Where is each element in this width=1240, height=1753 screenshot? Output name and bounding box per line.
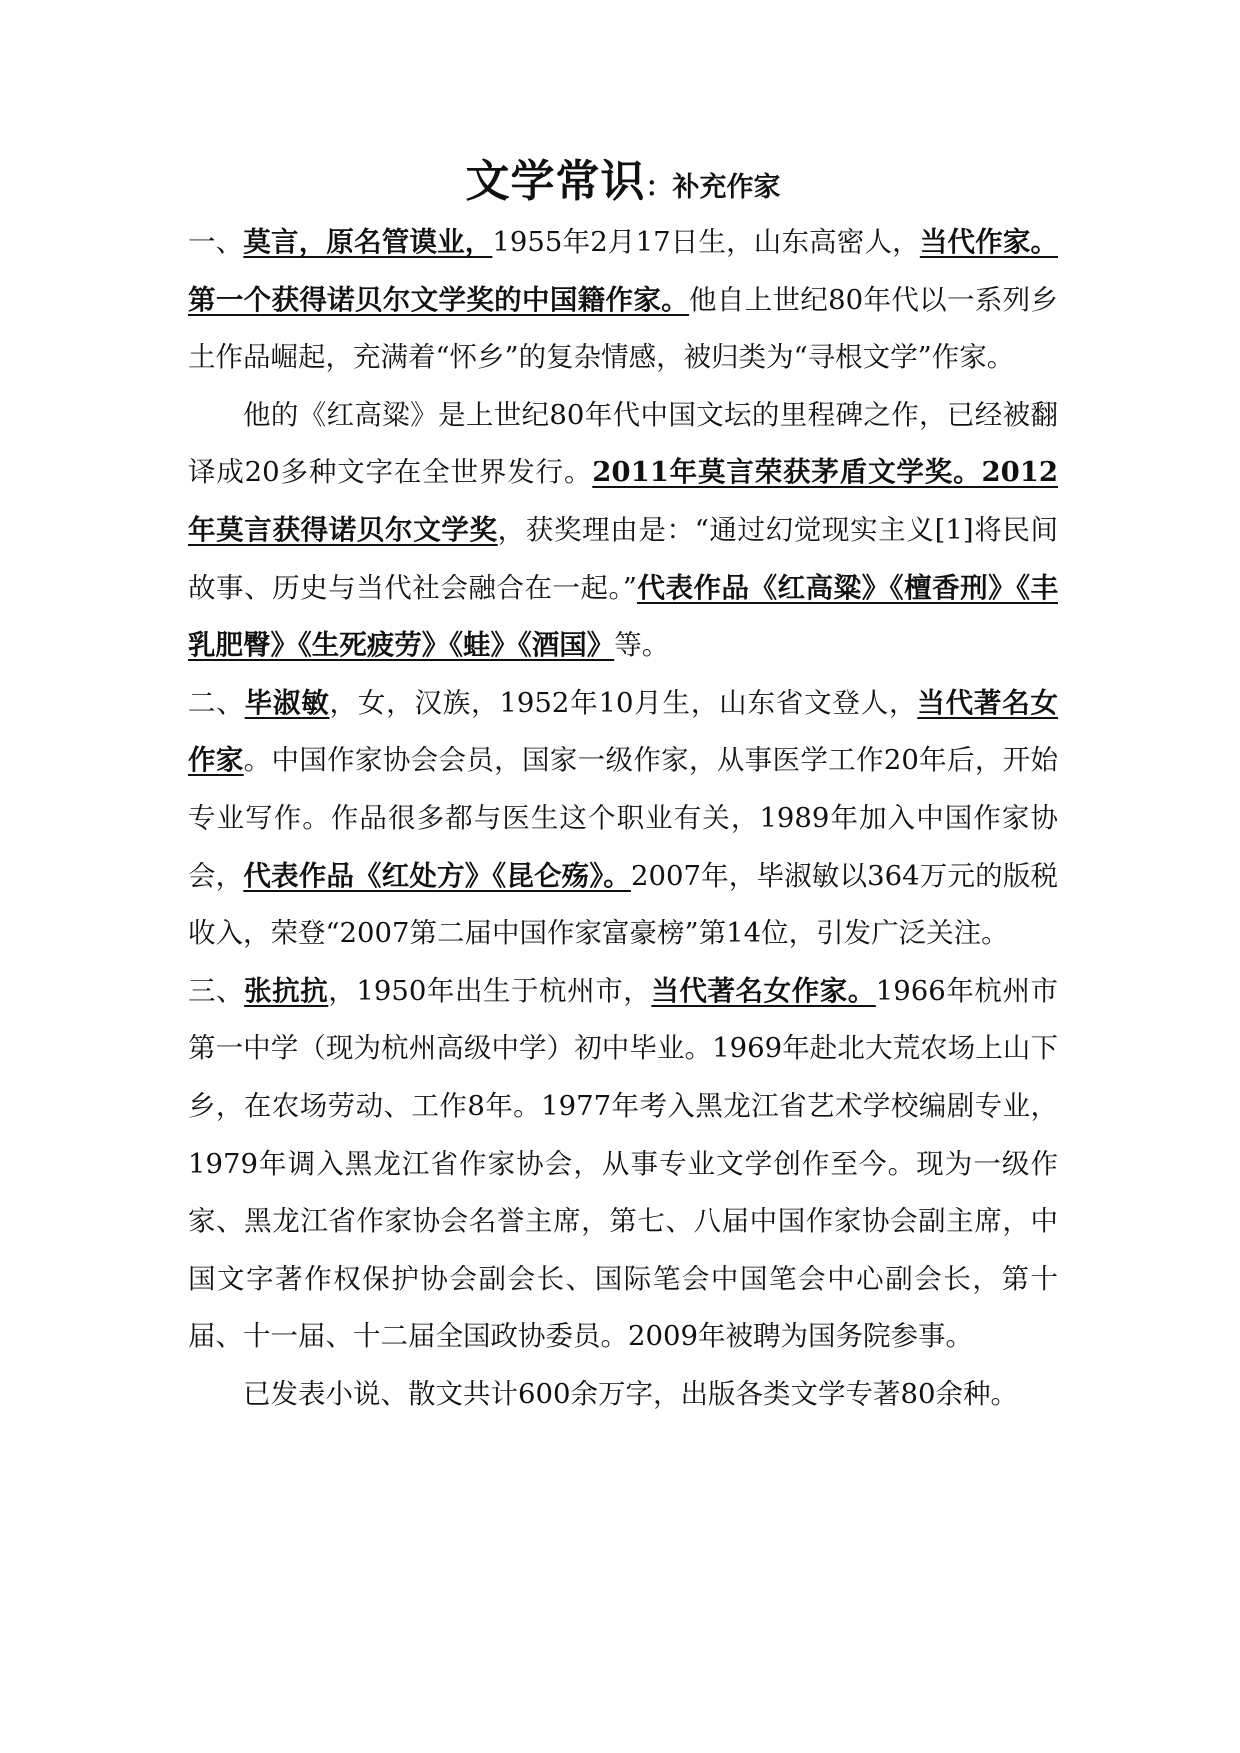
section-mo-yan-intro [188,214,1058,387]
section-zhang-kangkang [188,963,1058,1366]
document-page [188,150,1058,1423]
title-main: 文学常识 [465,156,646,207]
text-run: 2007年，毕淑敏以364万元的版税收入，荣登“2007第二届中国作家富豪榜”第14位，引发广泛关注。 [188,859,1059,950]
text-run: 1966年杭州市第一中学（现为杭州高级中学）初中毕业。1969年赴北大荒农场上山下乡，在农场劳动、工作8年。1977年考入黑龙江省艺术学校编剧专业，1979年调入黑龙江省作家协会，从事专业文学创作至今。现为一级作家、黑龙江省作家协会名誉主席，第七、八届中国作家协会副主席，中国文字著作权保护协会副会长、国际笔会中国笔会中心副会长，第十届、十一届、十二届全国政协委员。2009年被聘为国务院参事。 [188,974,1059,1353]
key-point: 当代著名女作家 [188,686,1059,777]
section-number: 二、 [188,686,245,719]
title-subtitle: ：补充作家 [645,172,781,203]
author-name-bi-shumin: 毕淑敏 [244,686,330,719]
section-number: 三、 [188,974,245,1007]
text-run: ，1950年出生于杭州市， [328,974,652,1007]
text-run: 。中国作家协会会员，国家一级作家，从事医学工作20年后，开始专业写作。作品很多都与医生这个职业有关，1989年加入中国作家协会， [188,744,1058,892]
key-point: 当代作家。第一个获得诺贝尔文学奖的中国籍作家。 [188,226,1059,316]
representative-works: 代表作品《红处方》《昆仑殇》。 [243,859,631,892]
author-name-mo-yan: 莫言，原名管谟业， [243,226,493,258]
text-run: ，获奖理由是：“通过幻觉现实主义[1]将民间故事、历史与当代社会融合在一起。” [188,513,1059,604]
section-bi-shumin [188,675,1058,963]
section-mo-yan-works [188,387,1058,675]
text-run: 已发表小说、散文共计600余万字，出版各类文学专著80余种。 [243,1377,1018,1410]
text-run: 1955年2月17日生，山东高密人， [492,226,920,258]
page-title [188,150,1058,214]
text-run: 他自上世纪80年代以一系列乡土作品崛起，充满着“怀乡”的复杂情感，被归类为“寻根文学”作家。 [188,283,1058,374]
representative-works: 代表作品《红高粱》《檀香刑》《丰乳肥臀》《生死疲劳》《蛙》《酒国》 [188,571,1058,662]
text-run: 他的《红高粱》是上世纪80年代中国文坛的里程碑之作，已经被翻译成20多种文字在全世界发行。 [188,398,1058,489]
key-point: 2012年莫言获得诺贝尔文学奖 [188,456,1058,546]
text-run: 等。 [614,629,670,662]
section-zhang-kangkang-works [188,1366,1058,1424]
key-point: 当代著名女作家。 [651,974,876,1007]
text-run: ，女，汉族，1952年10月生，山东省文登人， [329,686,918,719]
section-number: 一、 [188,226,244,258]
author-name-zhang-kangkang: 张抗抗 [244,974,329,1007]
key-point: 2011年莫言荣获茅盾文学奖。 [592,456,982,489]
